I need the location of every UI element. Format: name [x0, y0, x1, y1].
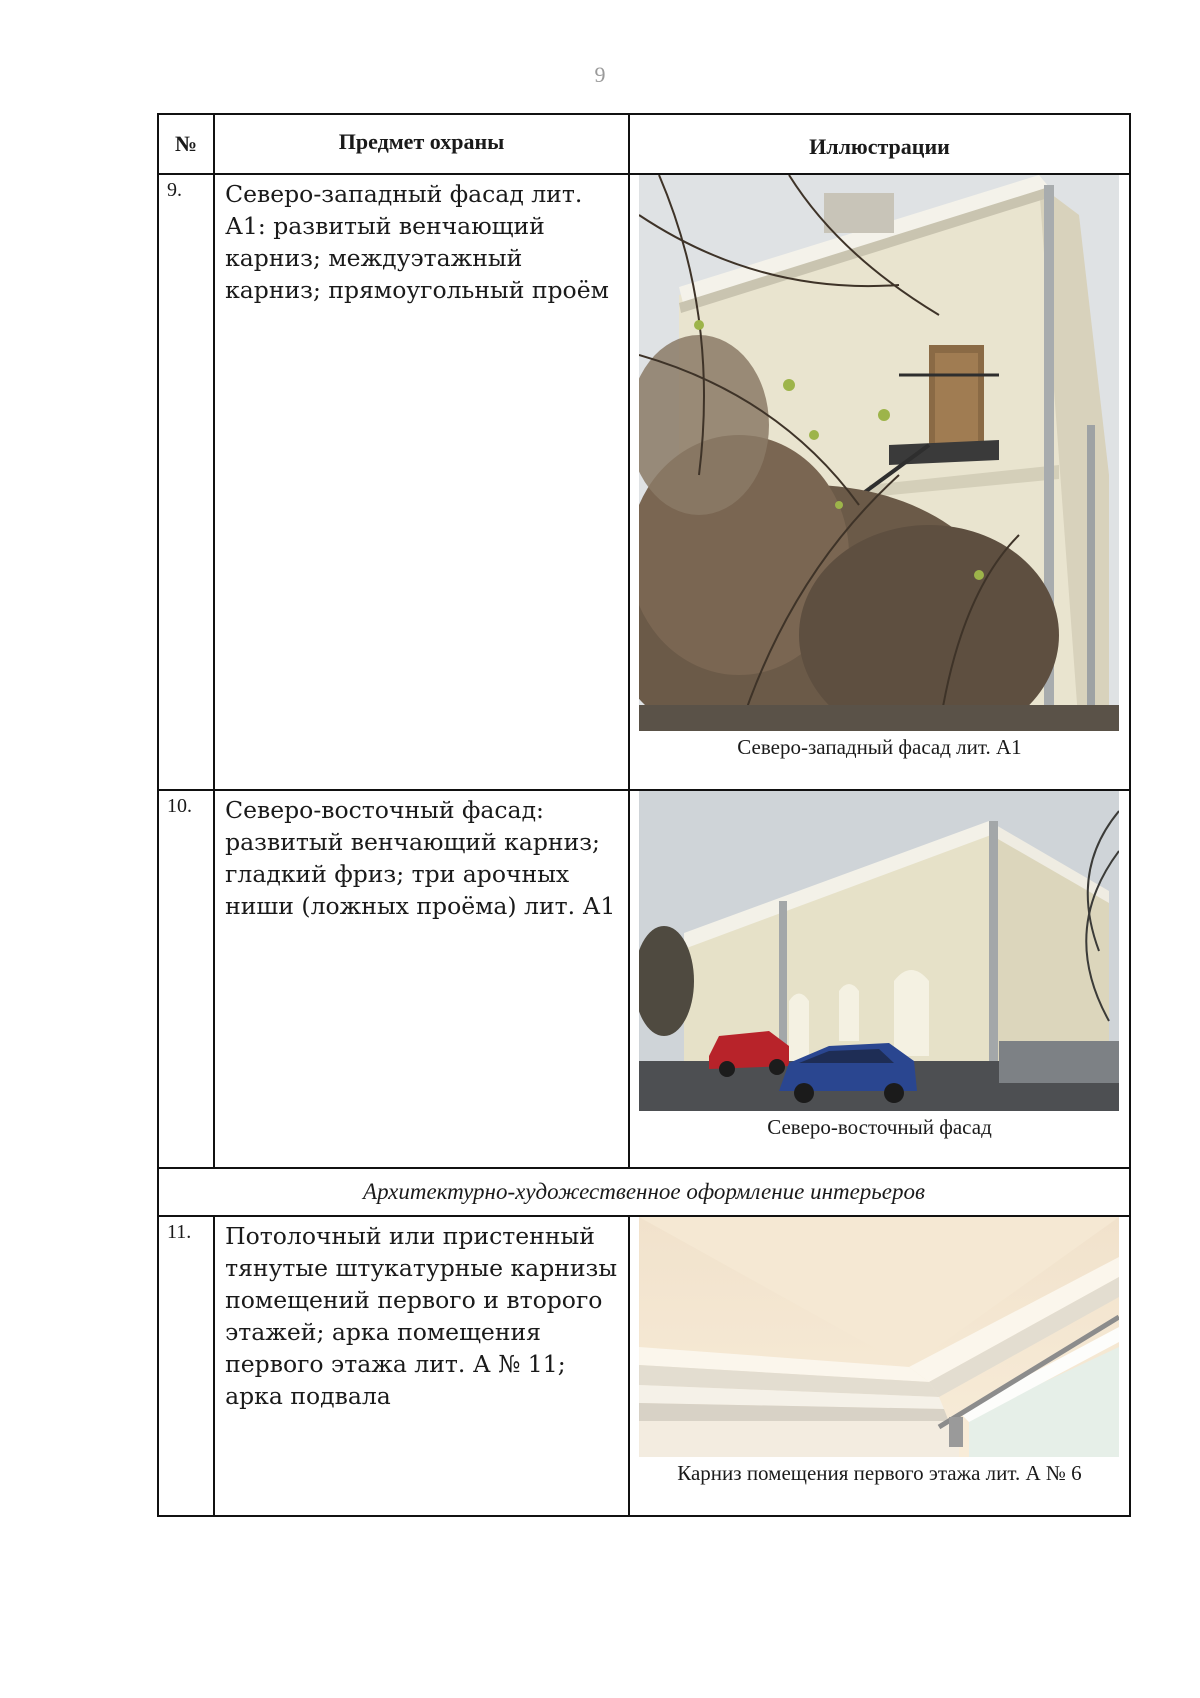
- row-number: 9.: [158, 174, 214, 790]
- page-number: 9: [594, 62, 606, 87]
- photo-caption: Карниз помещения первого этажа лит. А № 6: [677, 1461, 1082, 1485]
- photo-caption: Северо-западный фасад лит. А1: [737, 735, 1022, 759]
- row-subject: Северо-восточный фасад: развитый венчающий карниз; гладкий фриз; три арочных ниши (ложных проёма) лит. А1: [214, 790, 629, 1168]
- photo-caption: Северо-восточный фасад: [767, 1115, 992, 1139]
- table-header-row: [158, 114, 1130, 174]
- row-illustration: [629, 790, 1130, 1168]
- row-illustration: [629, 1216, 1130, 1516]
- header-subject: Предмет охраны: [214, 114, 629, 174]
- row-number: 10.: [158, 790, 214, 1168]
- header-illustrations: Иллюстрации: [629, 114, 1130, 174]
- header-num: №: [158, 114, 214, 174]
- row-number: 11.: [158, 1216, 214, 1516]
- table-row: [158, 174, 1130, 790]
- photo-northwest-facade: [639, 175, 1119, 731]
- table-row: [158, 790, 1130, 1168]
- section-row: [158, 1168, 1130, 1216]
- photo-northeast-facade: [639, 791, 1119, 1111]
- row-illustration: [629, 174, 1130, 790]
- table-row: [158, 1216, 1130, 1516]
- section-title: Архитектурно-художественное оформление интерьеров: [158, 1168, 1130, 1216]
- photo-interior-cornice: [639, 1217, 1119, 1457]
- row-subject: Северо-западный фасад лит. А1: развитый венчающий карниз; междуэтажный карниз; прямоугольный проём: [214, 174, 629, 790]
- row-subject: Потолочный или пристенный тянутые штукатурные карнизы помещений первого и второго этажей; арка помещения первого этажа лит. А № 11; арка подвала: [214, 1216, 629, 1516]
- protection-subject-table: [157, 113, 1131, 1517]
